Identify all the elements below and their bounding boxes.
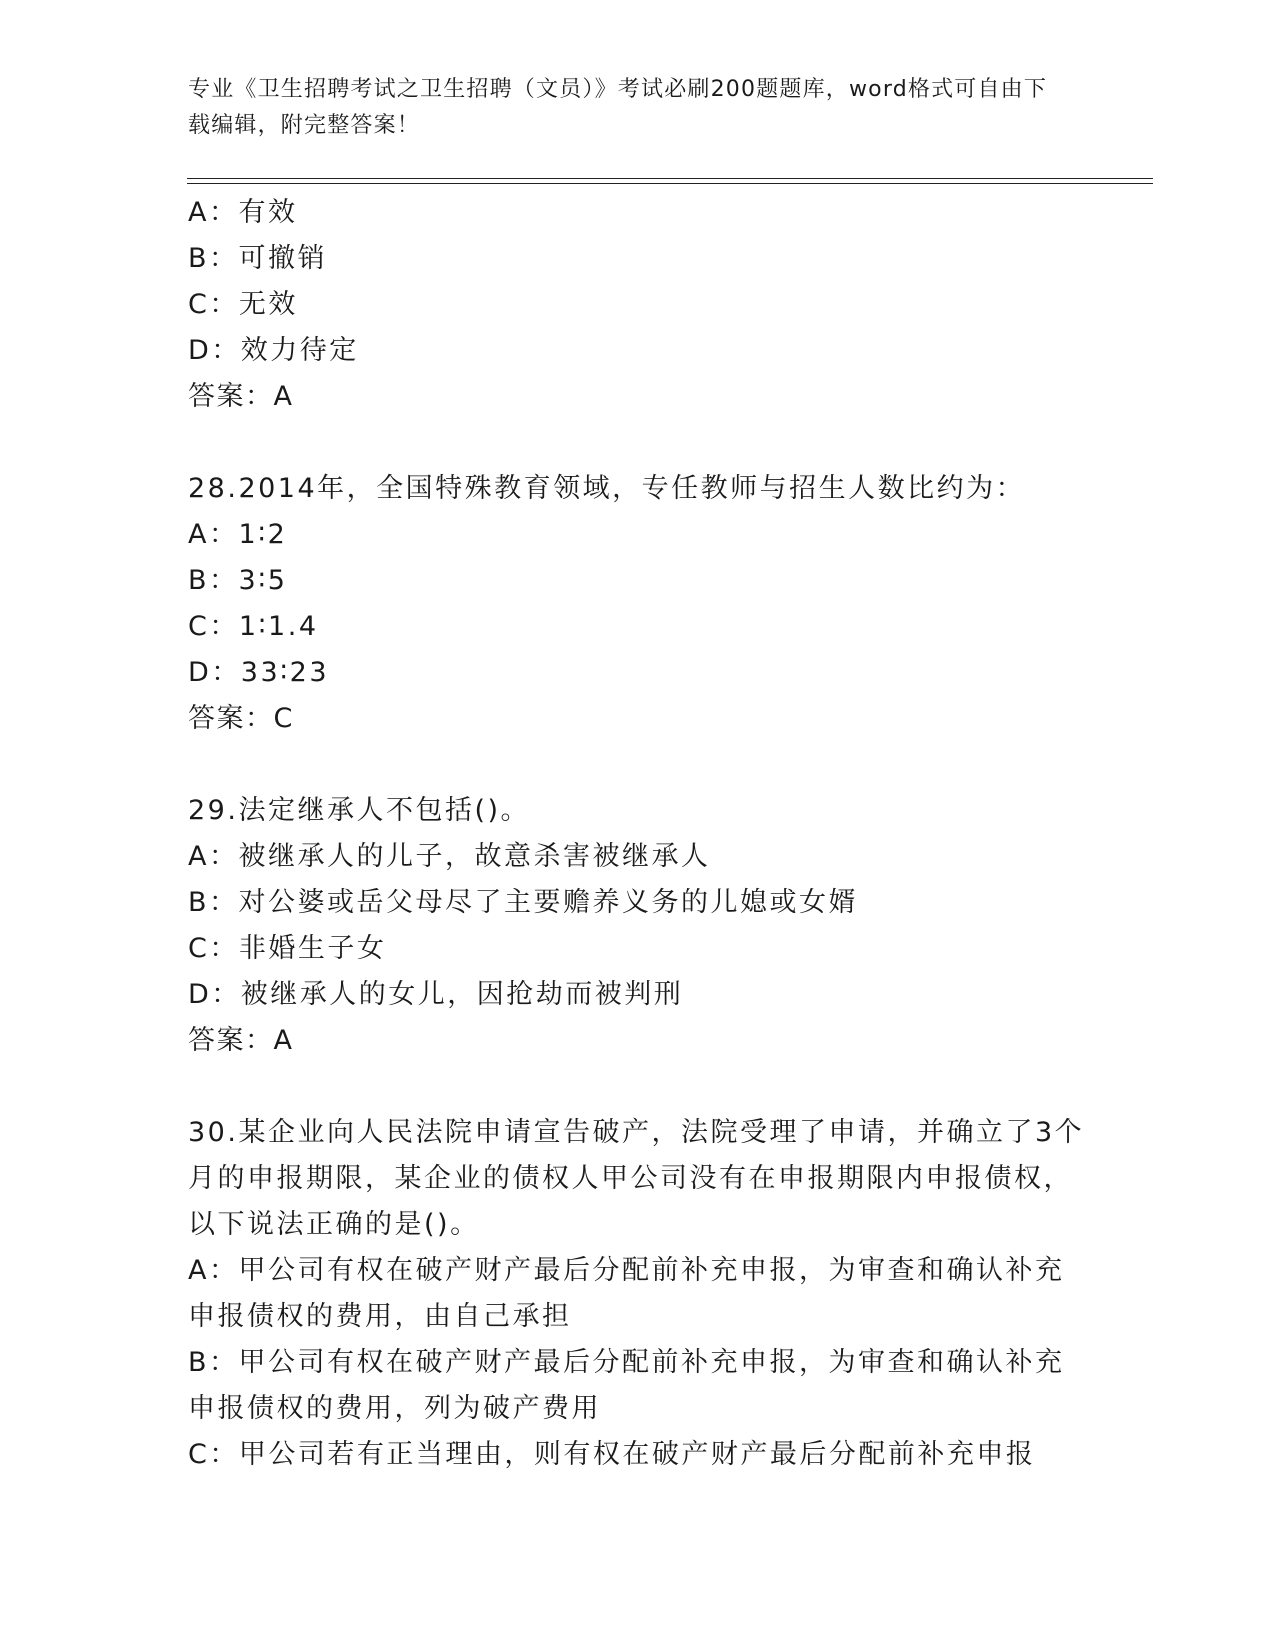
option-b: B：3∶5 xyxy=(188,565,288,596)
answer: 答案：C xyxy=(188,703,294,734)
option-d: D：33∶23 xyxy=(188,657,330,688)
option-a: A：有效 xyxy=(188,197,298,228)
question-stem: 29.法定继承人不包括()。 xyxy=(188,795,531,826)
option-b: B：可撤销 xyxy=(188,243,328,274)
answer: 答案：A xyxy=(188,1025,294,1056)
question-30 xyxy=(188,1110,1088,1478)
document-header: 专业《卫生招聘考试之卫生招聘（文员）》考试必刷200题题库，word格式可自由下载编辑，附完整答案！ xyxy=(188,77,1048,138)
question-list xyxy=(188,190,1088,1478)
option-c: C：甲公司若有正当理由，则有权在破产财产最后分配前补充申报 xyxy=(188,1439,1036,1470)
option-c: C：非婚生子女 xyxy=(188,933,387,964)
option-b: B：甲公司有权在破产财产最后分配前补充申报，为审查和确认补充申报债权的费用，列为破产费用 xyxy=(188,1347,1065,1424)
question-stem: 28.2014年，全国特殊教育领域，专任教师与招生人数比约为： xyxy=(188,473,1026,504)
option-a: A：甲公司有权在破产财产最后分配前补充申报，为审查和确认补充申报债权的费用，由自己承担 xyxy=(188,1255,1065,1332)
option-a: A：1∶2 xyxy=(188,519,288,550)
question-29 xyxy=(188,788,1088,1064)
header-divider-top xyxy=(187,178,1153,179)
option-a: A：被继承人的儿子，故意杀害被继承人 xyxy=(188,841,711,872)
option-d: D：被继承人的女儿，因抢劫而被判刑 xyxy=(188,979,684,1010)
option-d: D：效力待定 xyxy=(188,335,359,366)
option-c: C：无效 xyxy=(188,289,298,320)
header-divider-bottom xyxy=(187,183,1153,184)
question-stem: 30.某企业向人民法院申请宣告破产，法院受理了申请，并确立了3个月的申报期限，某企业的债权人甲公司没有在申报期限内申报债权，以下说法正确的是()。 xyxy=(188,1117,1085,1240)
option-b: B：对公婆或岳父母尽了主要赡养义务的儿媳或女婿 xyxy=(188,887,859,918)
question-27-tail xyxy=(188,190,1088,420)
option-c: C：1∶1.4 xyxy=(188,611,319,642)
answer: 答案：A xyxy=(188,381,294,412)
question-28 xyxy=(188,466,1088,742)
